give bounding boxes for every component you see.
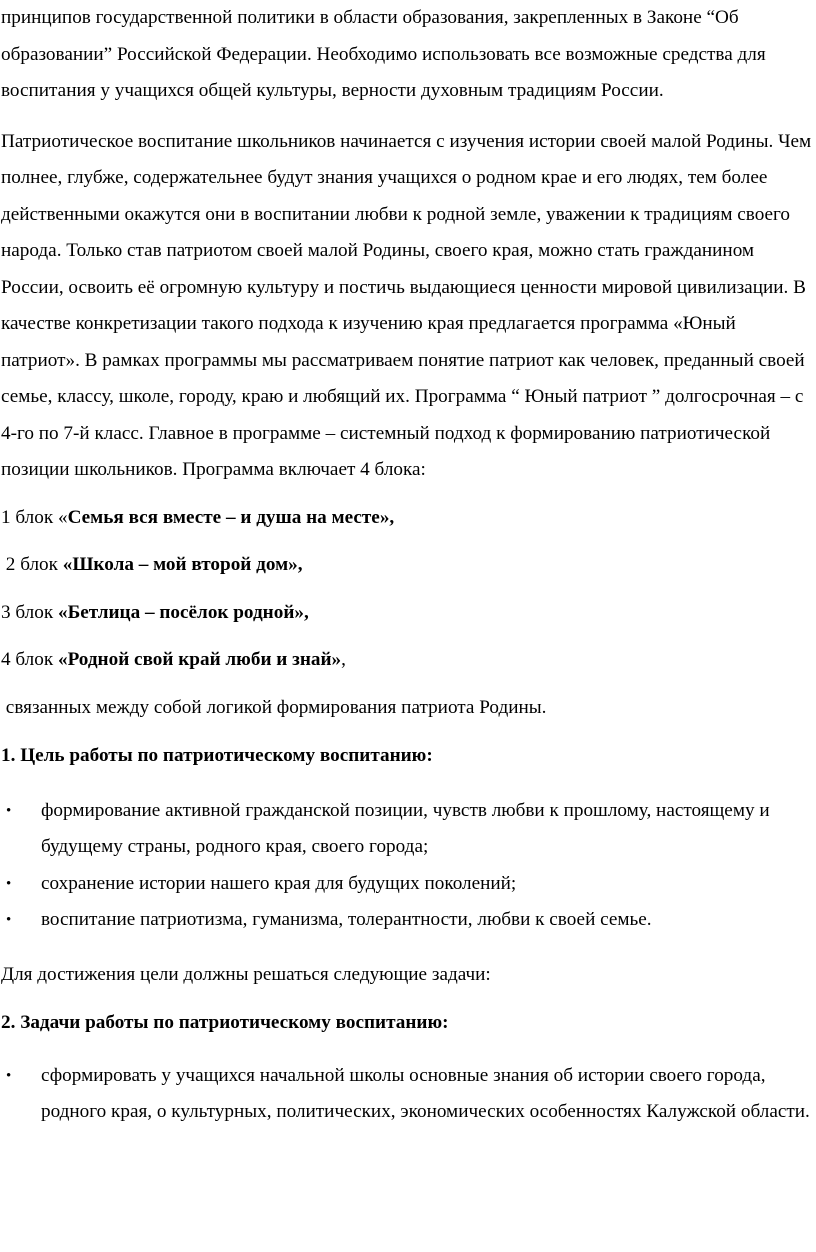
list-item — [1, 1058, 813, 1131]
list-item — [1, 866, 813, 903]
block-prefix: 2 блок — [1, 554, 63, 575]
bullet-icon: • — [6, 875, 12, 892]
bullet-icon: • — [6, 802, 12, 819]
bullet-icon: • — [6, 912, 12, 928]
block-suffix: , — [341, 649, 346, 670]
block-item-2 — [1, 547, 813, 584]
block-prefix: 1 блок « — [1, 506, 68, 528]
goal-list — [1, 793, 813, 939]
list-item-text: формирование активной гражданской позиции, чувств любви к прошлому, настоящему и будущему страны, родного края, своего города; — [41, 799, 770, 857]
list-item — [1, 793, 813, 866]
block-title: «Родной свой край люби и знай» — [57, 649, 342, 670]
blocks-note: связанных между собой логикой формирования патриота Родины. — [1, 696, 547, 718]
intro-paragraph: принципов государственной политики в области образования, закрепленных в Законе “Об образовании” Российской Федерации. Необходимо использовать все возможные средства для воспитания у учащихся общей культуры, верности духовным традициям России. — [1, 7, 766, 101]
tasks-intro: Для достижения цели должны решаться следующие задачи: — [1, 963, 491, 985]
block-title: «Школа – мой второй дом», — [62, 554, 303, 575]
list-item-text: сформировать у учащихся начальной школы основные знания об истории своего города, родного края, о культурных, политических, экономических особенностях Калужской области. — [41, 1064, 810, 1122]
block-prefix: 3 блок — [1, 601, 58, 623]
goal-heading: 1. Цель работы по патриотическому воспитанию: — [1, 745, 433, 766]
list-item-text: сохранение истории нашего края для будущих поколений; — [41, 872, 517, 894]
bullet-icon: • — [6, 1067, 12, 1084]
tasks-heading: 2. Задачи работы по патриотическому воспитанию: — [1, 1012, 449, 1033]
block-item-1 — [1, 500, 813, 537]
block-item-3 — [1, 595, 813, 632]
block-prefix: 4 блок — [1, 649, 58, 670]
block-title: Семья вся вместе – и душа на месте», — [67, 506, 395, 528]
list-item-text: воспитание патриотизма, гуманизма, толерантности, любви к своей семье. — [41, 909, 652, 930]
block-item-4 — [1, 642, 813, 679]
document-page — [1, 0, 813, 1131]
main-paragraph: Патриотическое воспитание школьников начинается с изучения истории своей малой Родины. Чем полнее, глубже, содержательнее будут знания учащихся о родном крае и его людях, тем более действенными окажутся они в воспитании любви к родной земле, уважении к традициям своего народа. Только став патриотом своей малой Родины, своего края, можно стать гражданином России, освоить её огромную культуру и постичь выдающиеся ценности мировой цивилизации. В качестве конкретизации такого подхода к изучению края предлагается программа «Юный патриот». В рамках программы мы рассматриваем понятие патриот как человек, преданный своей семье, классу, школе, городу, краю и любящий их. Программа “ Юный патриот ” долгосрочная – с 4-го по 7-й класс. Главное в программе – системный подход к формированию патриотической позиции школьников. Программа включает 4 блока: — [1, 130, 812, 480]
tasks-list — [1, 1058, 813, 1131]
list-item — [1, 902, 813, 939]
block-title: «Бетлица – посёлок родной», — [57, 601, 309, 623]
